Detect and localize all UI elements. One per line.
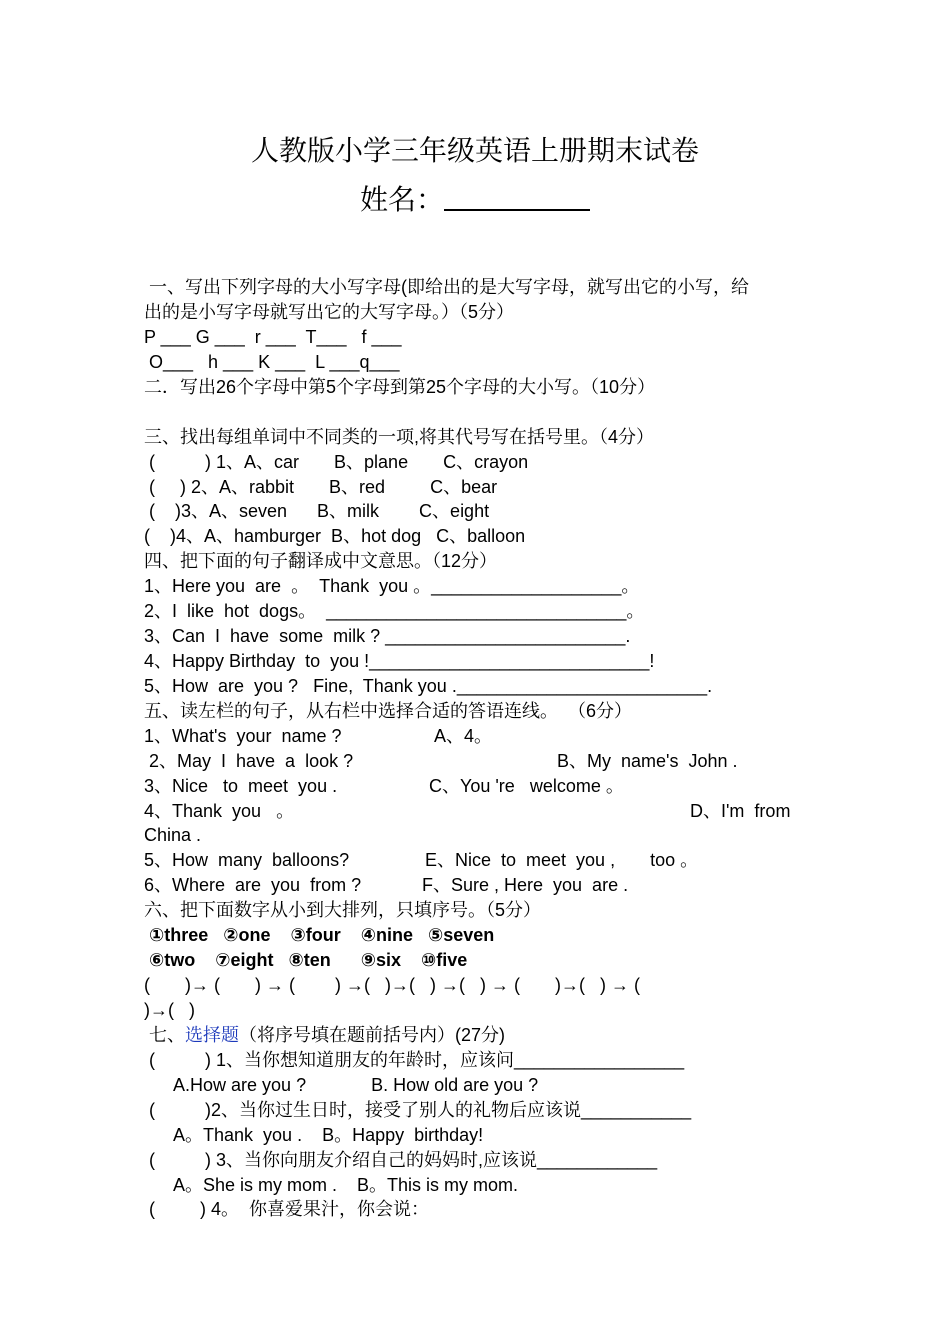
section-4-question: 5、How are you ? Fine, Thank you ._________________________. <box>144 676 713 696</box>
match-left-item: China . <box>144 825 202 845</box>
match-right-item: C、You 're welcome 。 <box>429 776 624 796</box>
section-7-question: ( ) 4。 你喜爱果汁，你会说： <box>144 1199 430 1219</box>
match-right-item: D、I'm from <box>690 801 791 821</box>
section-1-heading-cont: 出的是小写字母就写出它的大写字母。）（5分） <box>144 302 515 322</box>
match-left-item: 2、May I have a look ? <box>144 751 354 771</box>
section-4-heading: 四、把下面的句子翻译成中文意思。（12分） <box>144 551 498 571</box>
name-blank[interactable] <box>444 183 590 211</box>
section-1-letters-row: P ___ G ___ r ___ T___ f ___ <box>144 327 402 347</box>
name-field <box>0 183 950 217</box>
number-words-row: ⑥two ⑦eight ⑧ten ⑨six ⑩five <box>144 950 468 970</box>
name-label: 姓名： <box>359 183 444 216</box>
section-3-question: ( ) 1、A、car B、plane C、crayon <box>144 452 529 472</box>
section-7-heading <box>144 1024 505 1046</box>
section-7-number: 七、 <box>144 1025 186 1045</box>
section-7-question: ( ) 3、当你向朋友介绍自己的妈妈时,应该说____________ <box>144 1150 658 1170</box>
section-7-link[interactable]: 选择题 <box>185 1025 240 1045</box>
match-left-item: 6、Where are you from ? <box>144 875 362 895</box>
section-4-question: 4、Happy Birthday to you !____________________________! <box>144 651 655 671</box>
section-7-options: A。Thank you . B。Happy birthday! <box>144 1125 484 1145</box>
section-5-heading: 五、读左栏的句子，从右栏中选择合适的答语连线。 （6分） <box>144 701 633 721</box>
section-6-heading: 六、把下面数字从小到大排列，只填序号。（5分） <box>144 900 542 920</box>
section-4-question: 3、Can I have some milk ? ________________________. <box>144 626 631 646</box>
match-left-item: 4、Thank you 。 <box>144 801 295 821</box>
section-4-question: 1、Here you are 。 Thank you 。___________________。 <box>144 576 640 596</box>
section-7-options: A.How are you ? B. How old are you ? <box>144 1075 539 1095</box>
section-7-question: ( ) 1、当你想知道朋友的年龄时，应该问_________________ <box>144 1050 685 1070</box>
match-right-item: B、My name's John . <box>557 751 738 771</box>
order-answer-chain-cont: )→( ) <box>144 1000 195 1020</box>
section-3-question: ( ) 2、A、rabbit B、red C、bear <box>144 477 498 497</box>
section-3-question: ( )3、A、seven B、milk C、eight <box>144 501 490 521</box>
section-7-options: A。She is my mom . B。This is my mom. <box>144 1175 519 1195</box>
section-1-heading: 一、写出下列字母的大小写字母(即给出的是大写字母，就写出它的小写，给 <box>144 277 749 297</box>
match-right-item: F、Sure , Here you are . <box>422 875 629 895</box>
number-words-row: ①three ②one ③four ④nine ⑤seven <box>144 925 495 945</box>
section-2-heading: 二．写出26个字母中第5个字母到第25个字母的大小写。（10分） <box>144 377 656 397</box>
match-right-item: E、Nice to meet you , too 。 <box>425 850 699 870</box>
match-left-item: 1、What's your name ? <box>144 726 342 746</box>
section-7-instruction: （将序号填在题前括号内）(27分) <box>239 1025 506 1045</box>
order-answer-chain: ( )→ ( ) → ( ) →( )→( ) →( ) → ( )→( ) → ( <box>144 975 640 995</box>
match-left-item: 5、How many balloons? <box>144 850 350 870</box>
section-4-question: 2、I like hot dogs。 ______________________________。 <box>144 601 645 621</box>
section-1-letters-row: O___ h ___ K ___ L ___q___ <box>144 352 400 372</box>
match-right-item: A、4。 <box>434 726 493 746</box>
section-3-question: ( )4、A、hamburger B、hot dog C、balloon <box>144 526 526 546</box>
section-7-question: ( )2、当你过生日时，接受了别人的礼物后应该说___________ <box>144 1100 692 1120</box>
section-3-heading: 三、找出每组单词中不同类的一项,将其代号写在括号里。（4分） <box>144 427 655 447</box>
match-left-item: 3、Nice to meet you . <box>144 776 338 796</box>
exam-title: 人教版小学三年级英语上册期末试卷 <box>250 134 699 167</box>
